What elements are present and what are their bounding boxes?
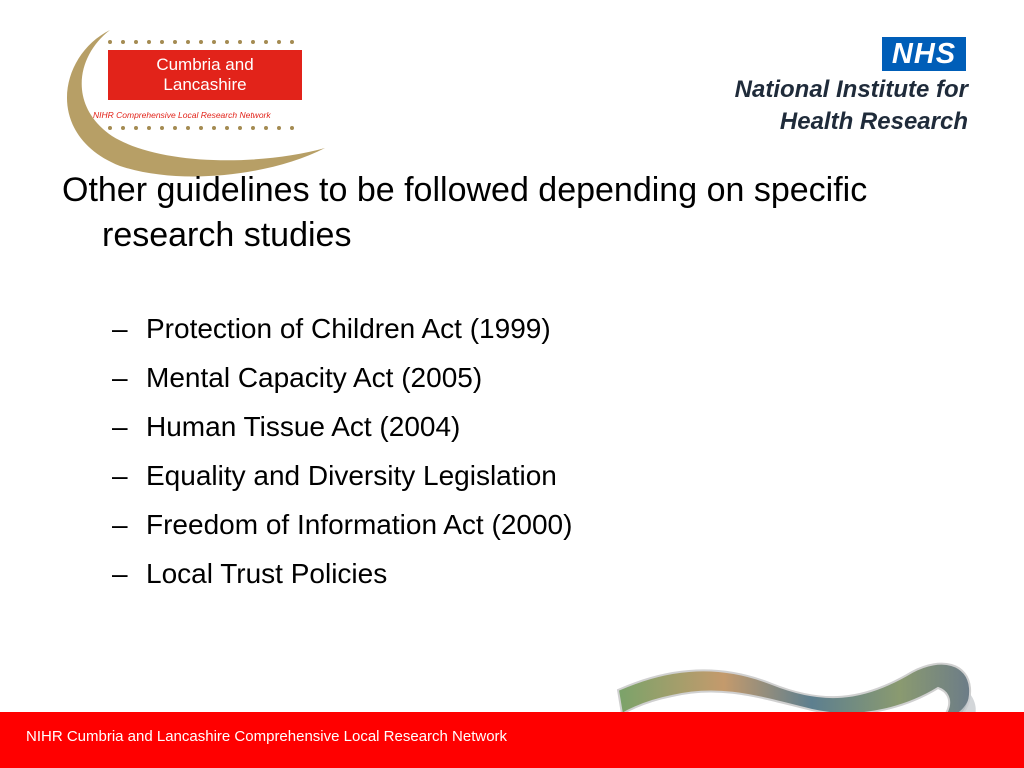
nihr-logo-line1: National Institute for [734,76,968,103]
dash-bullet: – [112,558,128,589]
list-item-text: Equality and Diversity Legislation [146,460,557,491]
list-item-text: Local Trust Policies [146,558,388,589]
slide-heading: Other guidelines to be followed depending on specific research studies [62,171,868,254]
list-item [112,500,572,549]
nhs-logo-badge: NHS [882,37,966,71]
list-item [112,402,572,451]
nihr-logo-line2: Health Research [779,108,968,135]
list-item-text: Freedom of Information Act (2000) [146,509,573,540]
guidelines-list [112,304,572,598]
list-item-text: Protection of Children Act (1999) [146,313,551,344]
list-item [112,353,572,402]
dotted-line-bottom [108,126,308,130]
footer-bar [0,712,1024,768]
cumbria-title-line1: Cumbria and [156,55,254,74]
dash-bullet: – [112,411,128,442]
footer-text: NIHR Cumbria and Lancashire Comprehensive Local Research Network [26,728,508,745]
list-item-text: Human Tissue Act (2004) [146,411,461,442]
cumbria-title-box [108,50,302,100]
list-item [112,549,572,598]
list-item [112,304,572,353]
dotted-line-top [108,40,308,44]
list-item [112,451,572,500]
dash-bullet: – [112,509,128,540]
dash-bullet: – [112,313,128,344]
cumbria-title-line2: Lancashire [163,75,247,94]
dash-bullet: – [112,460,128,491]
dash-bullet: – [112,362,128,393]
cumbria-lancashire-logo [50,26,340,186]
list-item-text: Mental Capacity Act (2005) [146,362,483,393]
cumbria-subtitle: NIHR Comprehensive Local Research Network [93,110,271,120]
